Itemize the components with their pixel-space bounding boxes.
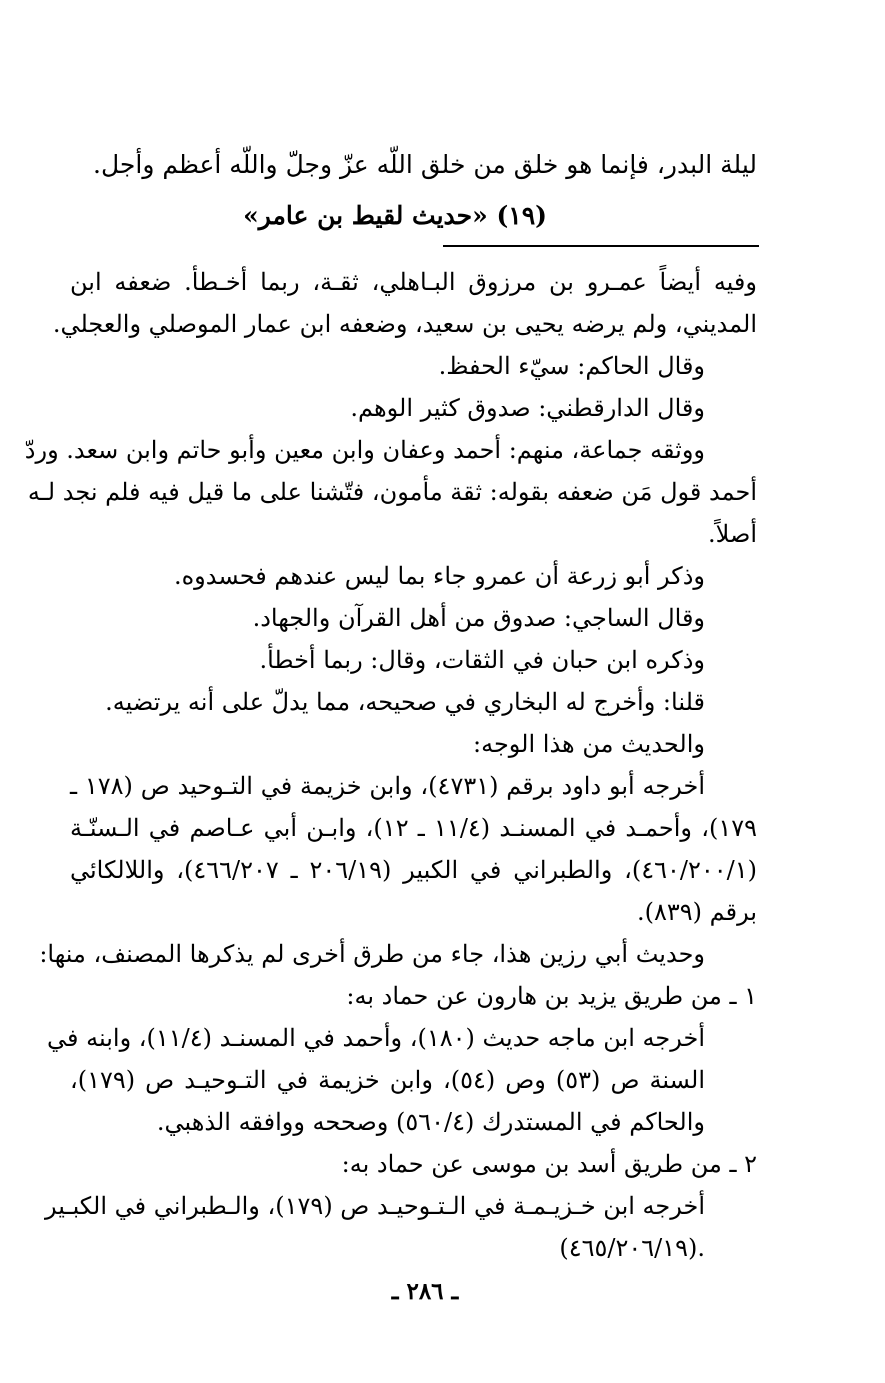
footnote-line: (٤٦٥/٢٠٦/١٩). bbox=[559, 1234, 705, 1262]
footnote-line: أصلاً. bbox=[708, 520, 757, 548]
footnote-line: وحديث أبي رزين هذا، جاء من طرق أخرى لم يذكرها المصنف، منها: bbox=[39, 940, 705, 968]
footnote-line: ١٧٩)، وأحمـد في المسنـد (١١/٤ ـ ١٢)، وابـن أبي عـاصم في الـسنّـة bbox=[70, 814, 757, 842]
footnote-line: وفيه أيضاً عمـرو بن مرزوق البـاهلي، ثقـة، ربما أخـطأ. ضعفه ابن bbox=[70, 268, 757, 296]
main-text-line: ليلة البدر، فإنما هو خلق من خلق اللّه عزّ وجلّ واللّه أعظم وأجل. bbox=[93, 150, 757, 179]
footnote-line: أخرجه ابن خـزيـمـة في الـتـوحيـد ص (١٧٩)، والـطبراني في الكبـير bbox=[45, 1192, 705, 1220]
footnote-line: وذكره ابن حبان في الثقات، وقال: ربما أخطأ. bbox=[259, 646, 705, 674]
footnote-line: والحديث من هذا الوجه: bbox=[472, 730, 705, 758]
footnote-line: وذكر أبو زرعة أن عمرو جاء بما ليس عندهم فحسدوه. bbox=[173, 562, 705, 590]
page-number: ـ ٢٨٦ ـ bbox=[391, 1278, 459, 1305]
footnote-line: ٢ ـ من طريق أسد بن موسى عن حماد به: bbox=[341, 1150, 757, 1178]
footnote-separator bbox=[443, 245, 759, 247]
footnote-line: برقم (٨٣٩). bbox=[636, 898, 757, 926]
footnote-line: السنة ص (٥٣) وص (٥٤)، وابن خزيمة في التـوحيـد ص (١٧٩)، bbox=[70, 1066, 706, 1094]
footnote-line: ١ ـ من طريق يزيد بن هارون عن حماد به: bbox=[346, 982, 757, 1010]
footnote-line: وقال الدارقطني: صدوق كثير الوهم. bbox=[350, 394, 705, 422]
footnote-line: (٤٦٠/٢٠٠/١)، والطبراني في الكبير (٢٠٦/١٩ ـ ٤٦٦/٢٠٧)، واللالكائي bbox=[70, 856, 757, 884]
footnote-line: المديني، ولم يرضه يحيى بن سعيد، وضعفه ابن عمار الموصلي والعجلي. bbox=[52, 310, 757, 338]
footnote-line: وقال الساجي: صدوق من أهل القرآن والجهاد. bbox=[252, 604, 705, 632]
footnote-line: ووثقه جماعة، منهم: أحمد وعفان وابن معين وأبو حاتم وابن سعد. وردّ bbox=[24, 436, 705, 464]
section-heading: (١٩) «حديث لقيط بن عامر» bbox=[243, 201, 547, 230]
footnote-line: أخرجه ابن ماجه حديث (١٨٠)، وأحمد في المسنـد (١١/٤)، وابنه في bbox=[47, 1024, 705, 1052]
footnote-line: قلنا: وأخرج له البخاري في صحيحه، مما يدلّ على أنه يرتضيه. bbox=[105, 688, 705, 716]
footnote-line: والحاكم في المستدرك (٥٦٠/٤) وصححه ووافقه الذهبي. bbox=[156, 1108, 705, 1136]
footnote-line: أحمد قول مَن ضعفه بقوله: ثقة مأمون، فتّشنا على ما قيل فيه فلم نجد لـه bbox=[27, 478, 757, 506]
footnote-line: أخرجه أبو داود برقم (٤٧٣١)، وابن خزيمة في التـوحيد ص (١٧٨ ـ bbox=[70, 772, 705, 800]
footnote-line: وقال الحاكم: سيّء الحفظ. bbox=[438, 352, 705, 380]
